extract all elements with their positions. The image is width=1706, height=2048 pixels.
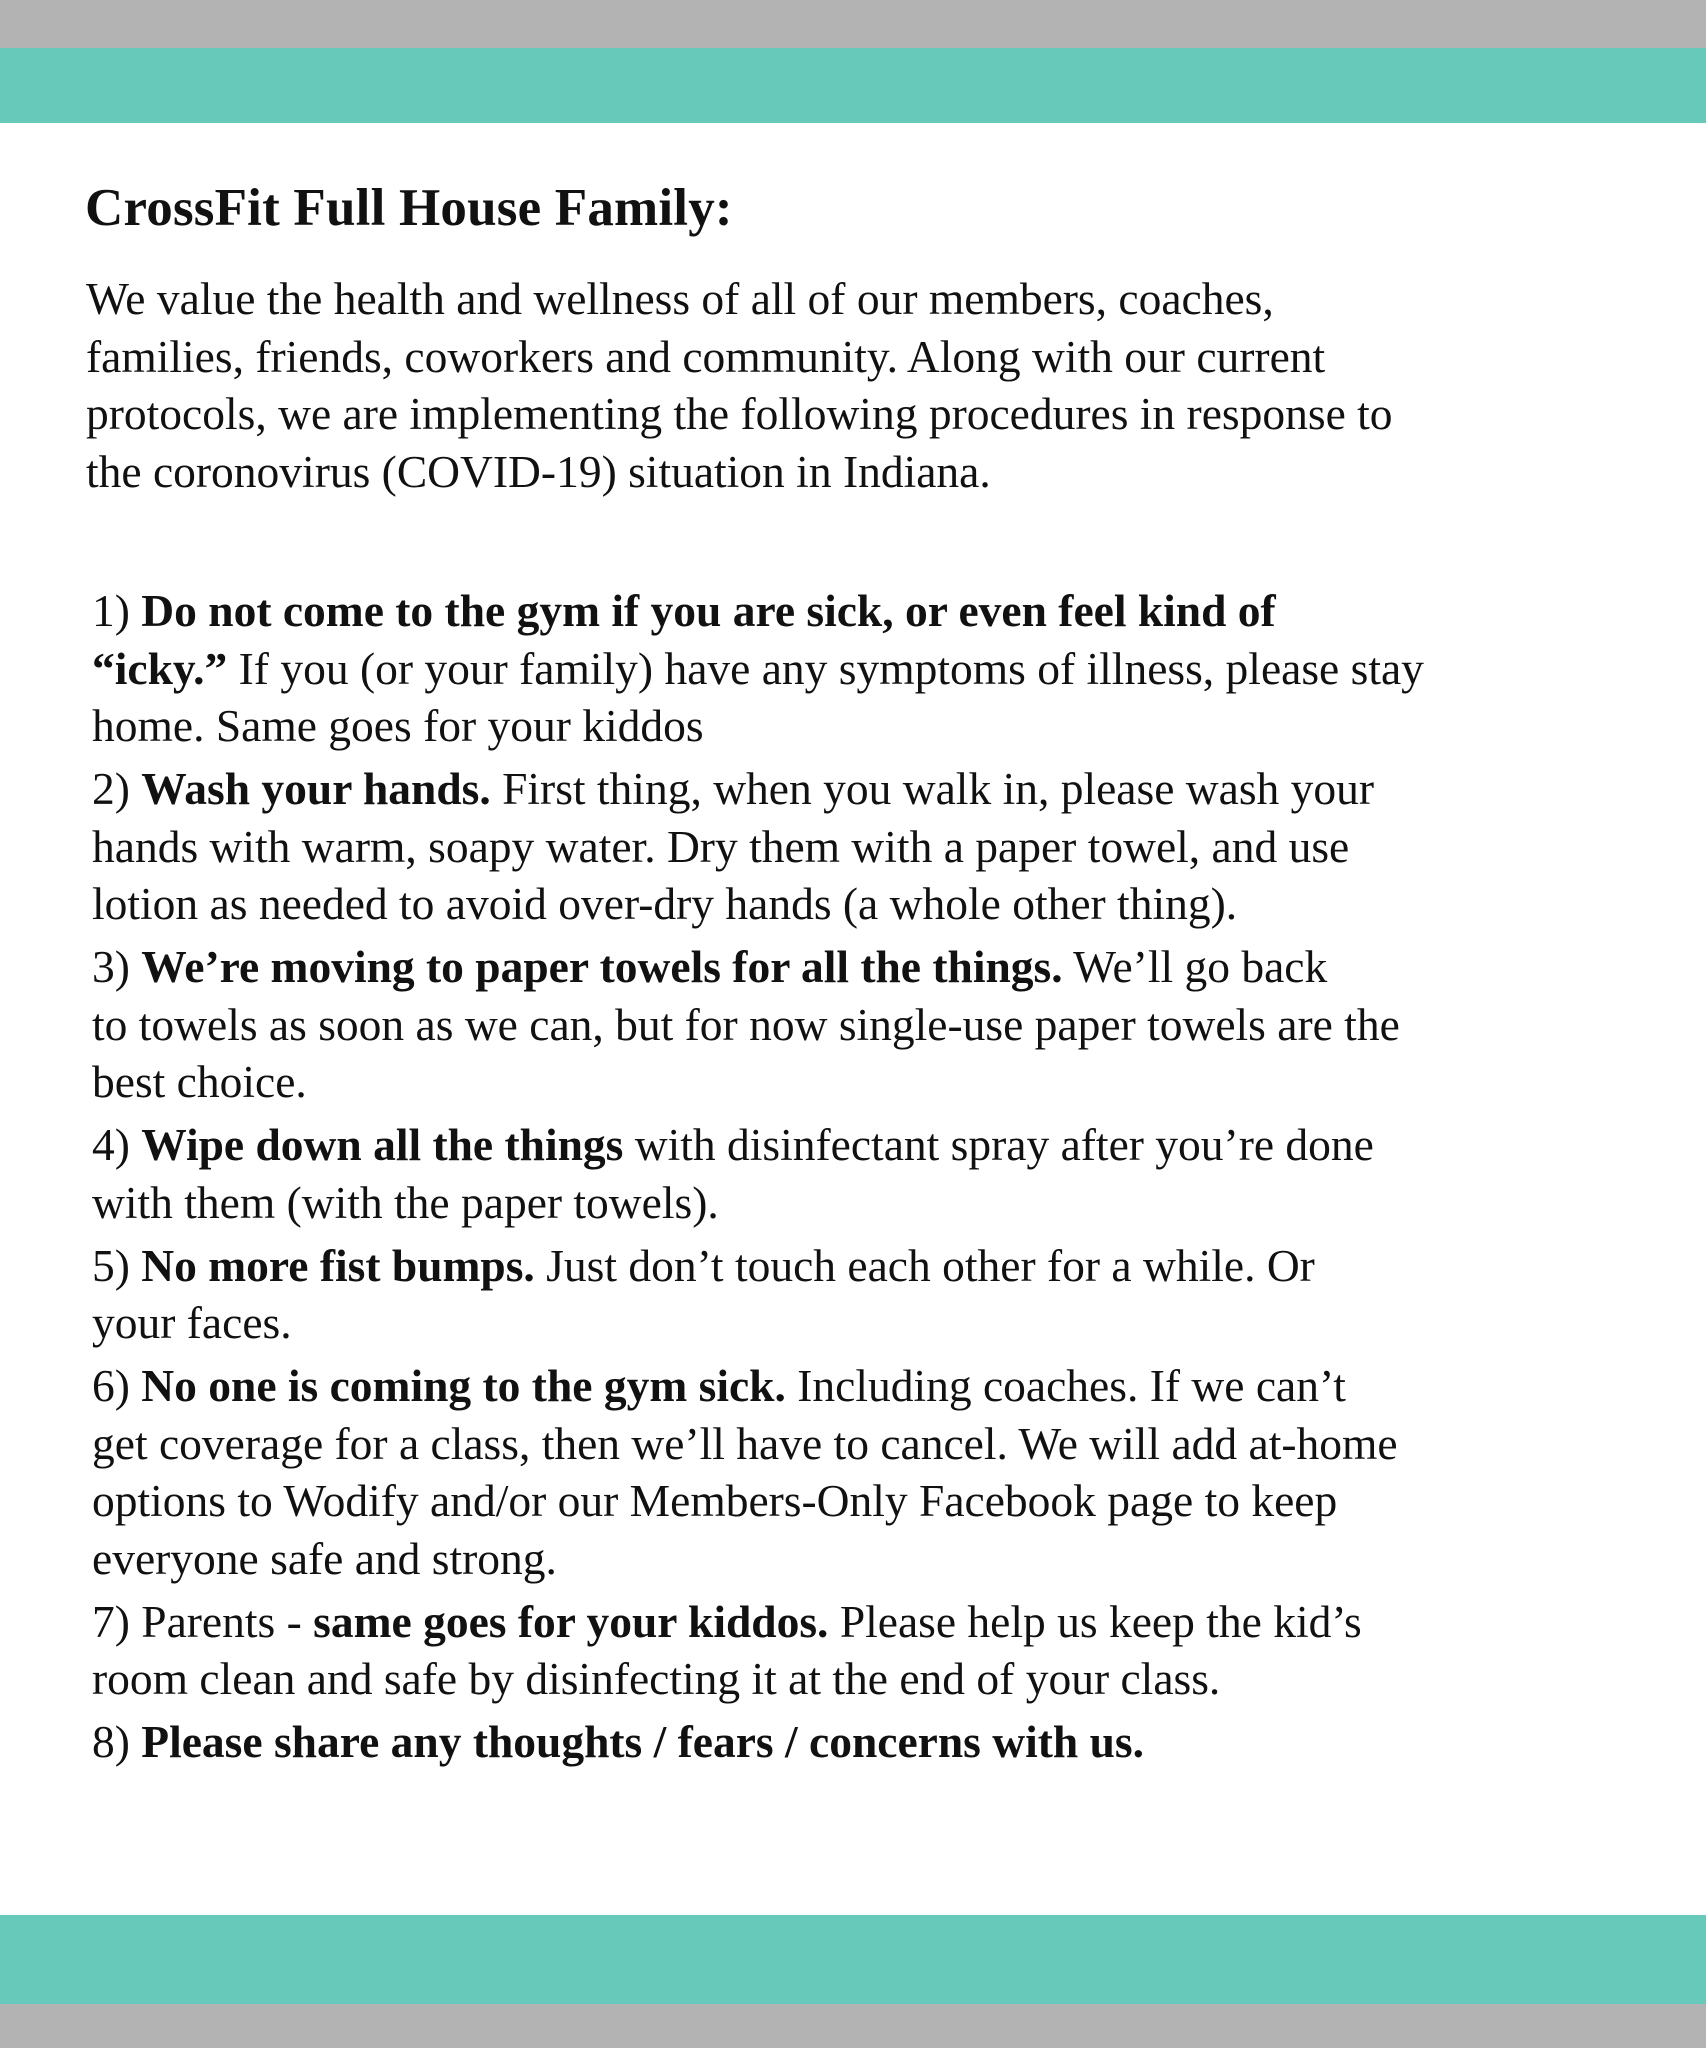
item-number: 6) — [92, 1360, 130, 1411]
item-number: 4) — [92, 1119, 130, 1170]
intro-line: We value the health and wellness of all of our members, coaches, — [86, 273, 1274, 324]
procedure-line — [92, 1053, 1652, 1111]
procedure-line — [92, 1530, 1652, 1588]
intro-line: the coronovirus (COVID-19) situation in Indiana. — [86, 445, 991, 497]
procedure-line — [92, 938, 1652, 996]
item-text: Parents - — [141, 1595, 314, 1647]
item-emphasis: No one is coming to the gym sick. — [141, 1360, 786, 1411]
procedure-item — [92, 938, 1652, 1111]
item-text: your faces. — [92, 1297, 292, 1348]
item-emphasis: Do not come to the gym if you are sick, or even feel kind of — [141, 585, 1276, 636]
procedure-list — [92, 582, 1652, 1776]
item-emphasis: “icky.” — [92, 642, 228, 694]
item-text: to towels as soon as we can, but for now single-use paper towels are the — [92, 998, 1400, 1050]
item-text: best choice. — [92, 1056, 307, 1107]
item-emphasis: Wipe down all the things — [141, 1119, 624, 1170]
item-emphasis: Please share any thoughts / fears / concerns with us. — [141, 1716, 1144, 1767]
procedure-line — [92, 1593, 1652, 1651]
item-text: with disinfectant spray after you’re done — [623, 1119, 1374, 1170]
item-emphasis: Wash your hands. — [141, 763, 491, 814]
procedure-line — [92, 1713, 1652, 1771]
top-teal-band — [0, 48, 1706, 123]
procedure-line — [92, 760, 1652, 818]
item-text: everyone safe and strong. — [92, 1532, 557, 1584]
bottom-teal-band — [0, 1915, 1706, 2004]
item-text: home. Same goes for your kiddos — [92, 700, 704, 751]
bottom-gray-band — [0, 2004, 1706, 2048]
procedure-line — [92, 582, 1652, 640]
item-number: 5) — [92, 1239, 130, 1291]
item-number: 3) — [92, 941, 130, 992]
item-text: with them (with the paper towels). — [92, 1176, 719, 1228]
document-title: CrossFit Full House Family: — [85, 179, 733, 237]
item-text: room clean and safe by disinfecting it at the end of your class. — [92, 1653, 1221, 1704]
procedure-line — [92, 1650, 1652, 1708]
item-text: If you (or your family) have any symptoms of illness, please stay — [227, 642, 1424, 694]
item-number: 7) — [92, 1595, 130, 1647]
procedure-line — [92, 1357, 1652, 1415]
item-text: Just don’t touch each other for a while. Or — [534, 1239, 1315, 1291]
procedure-item — [92, 1237, 1652, 1352]
item-text: lotion as needed to avoid over-dry hands (a whole other thing). — [92, 878, 1238, 929]
procedure-line — [92, 1116, 1652, 1174]
intro-paragraph — [86, 270, 1646, 500]
procedure-item — [92, 1357, 1652, 1587]
item-emphasis: No more fist bumps. — [141, 1239, 535, 1291]
item-text: get coverage for a class, then we’ll have to cancel. We will add at-home — [92, 1417, 1398, 1469]
item-number: 2) — [92, 763, 130, 814]
intro-line: protocols, we are implementing the following procedures in response to — [86, 388, 1393, 439]
procedure-item — [92, 1713, 1652, 1771]
intro-line: families, friends, coworkers and community. Along with our current — [86, 330, 1326, 382]
item-text: Please help us keep the kid’s — [828, 1595, 1362, 1647]
procedure-line — [92, 697, 1652, 755]
procedure-item — [92, 582, 1652, 755]
procedure-item — [92, 1593, 1652, 1708]
procedure-line — [92, 1237, 1652, 1295]
procedure-item — [92, 760, 1652, 933]
procedure-line — [92, 875, 1652, 933]
procedure-item — [92, 1116, 1652, 1231]
item-emphasis: same goes for your kiddos. — [313, 1595, 829, 1647]
item-number: 8) — [92, 1716, 130, 1767]
procedure-line — [92, 640, 1652, 698]
item-text: We’ll go back — [1062, 941, 1328, 992]
item-number: 1) — [92, 585, 130, 636]
item-emphasis: We’re moving to paper towels for all the things. — [141, 941, 1063, 992]
item-text: options to Wodify and/or our Members-Only Facebook page to keep — [92, 1475, 1338, 1526]
procedure-line — [92, 818, 1652, 876]
procedure-line — [92, 996, 1652, 1054]
procedure-line — [92, 1294, 1652, 1352]
item-text: First thing, when you walk in, please wash your — [490, 763, 1375, 814]
procedure-line — [92, 1174, 1652, 1232]
procedure-line — [92, 1472, 1652, 1530]
top-gray-band — [0, 0, 1706, 48]
procedure-line — [92, 1415, 1652, 1473]
item-text: hands with warm, soapy water. Dry them with a paper towel, and use — [92, 820, 1350, 872]
item-text: Including coaches. If we can’t — [785, 1360, 1346, 1411]
